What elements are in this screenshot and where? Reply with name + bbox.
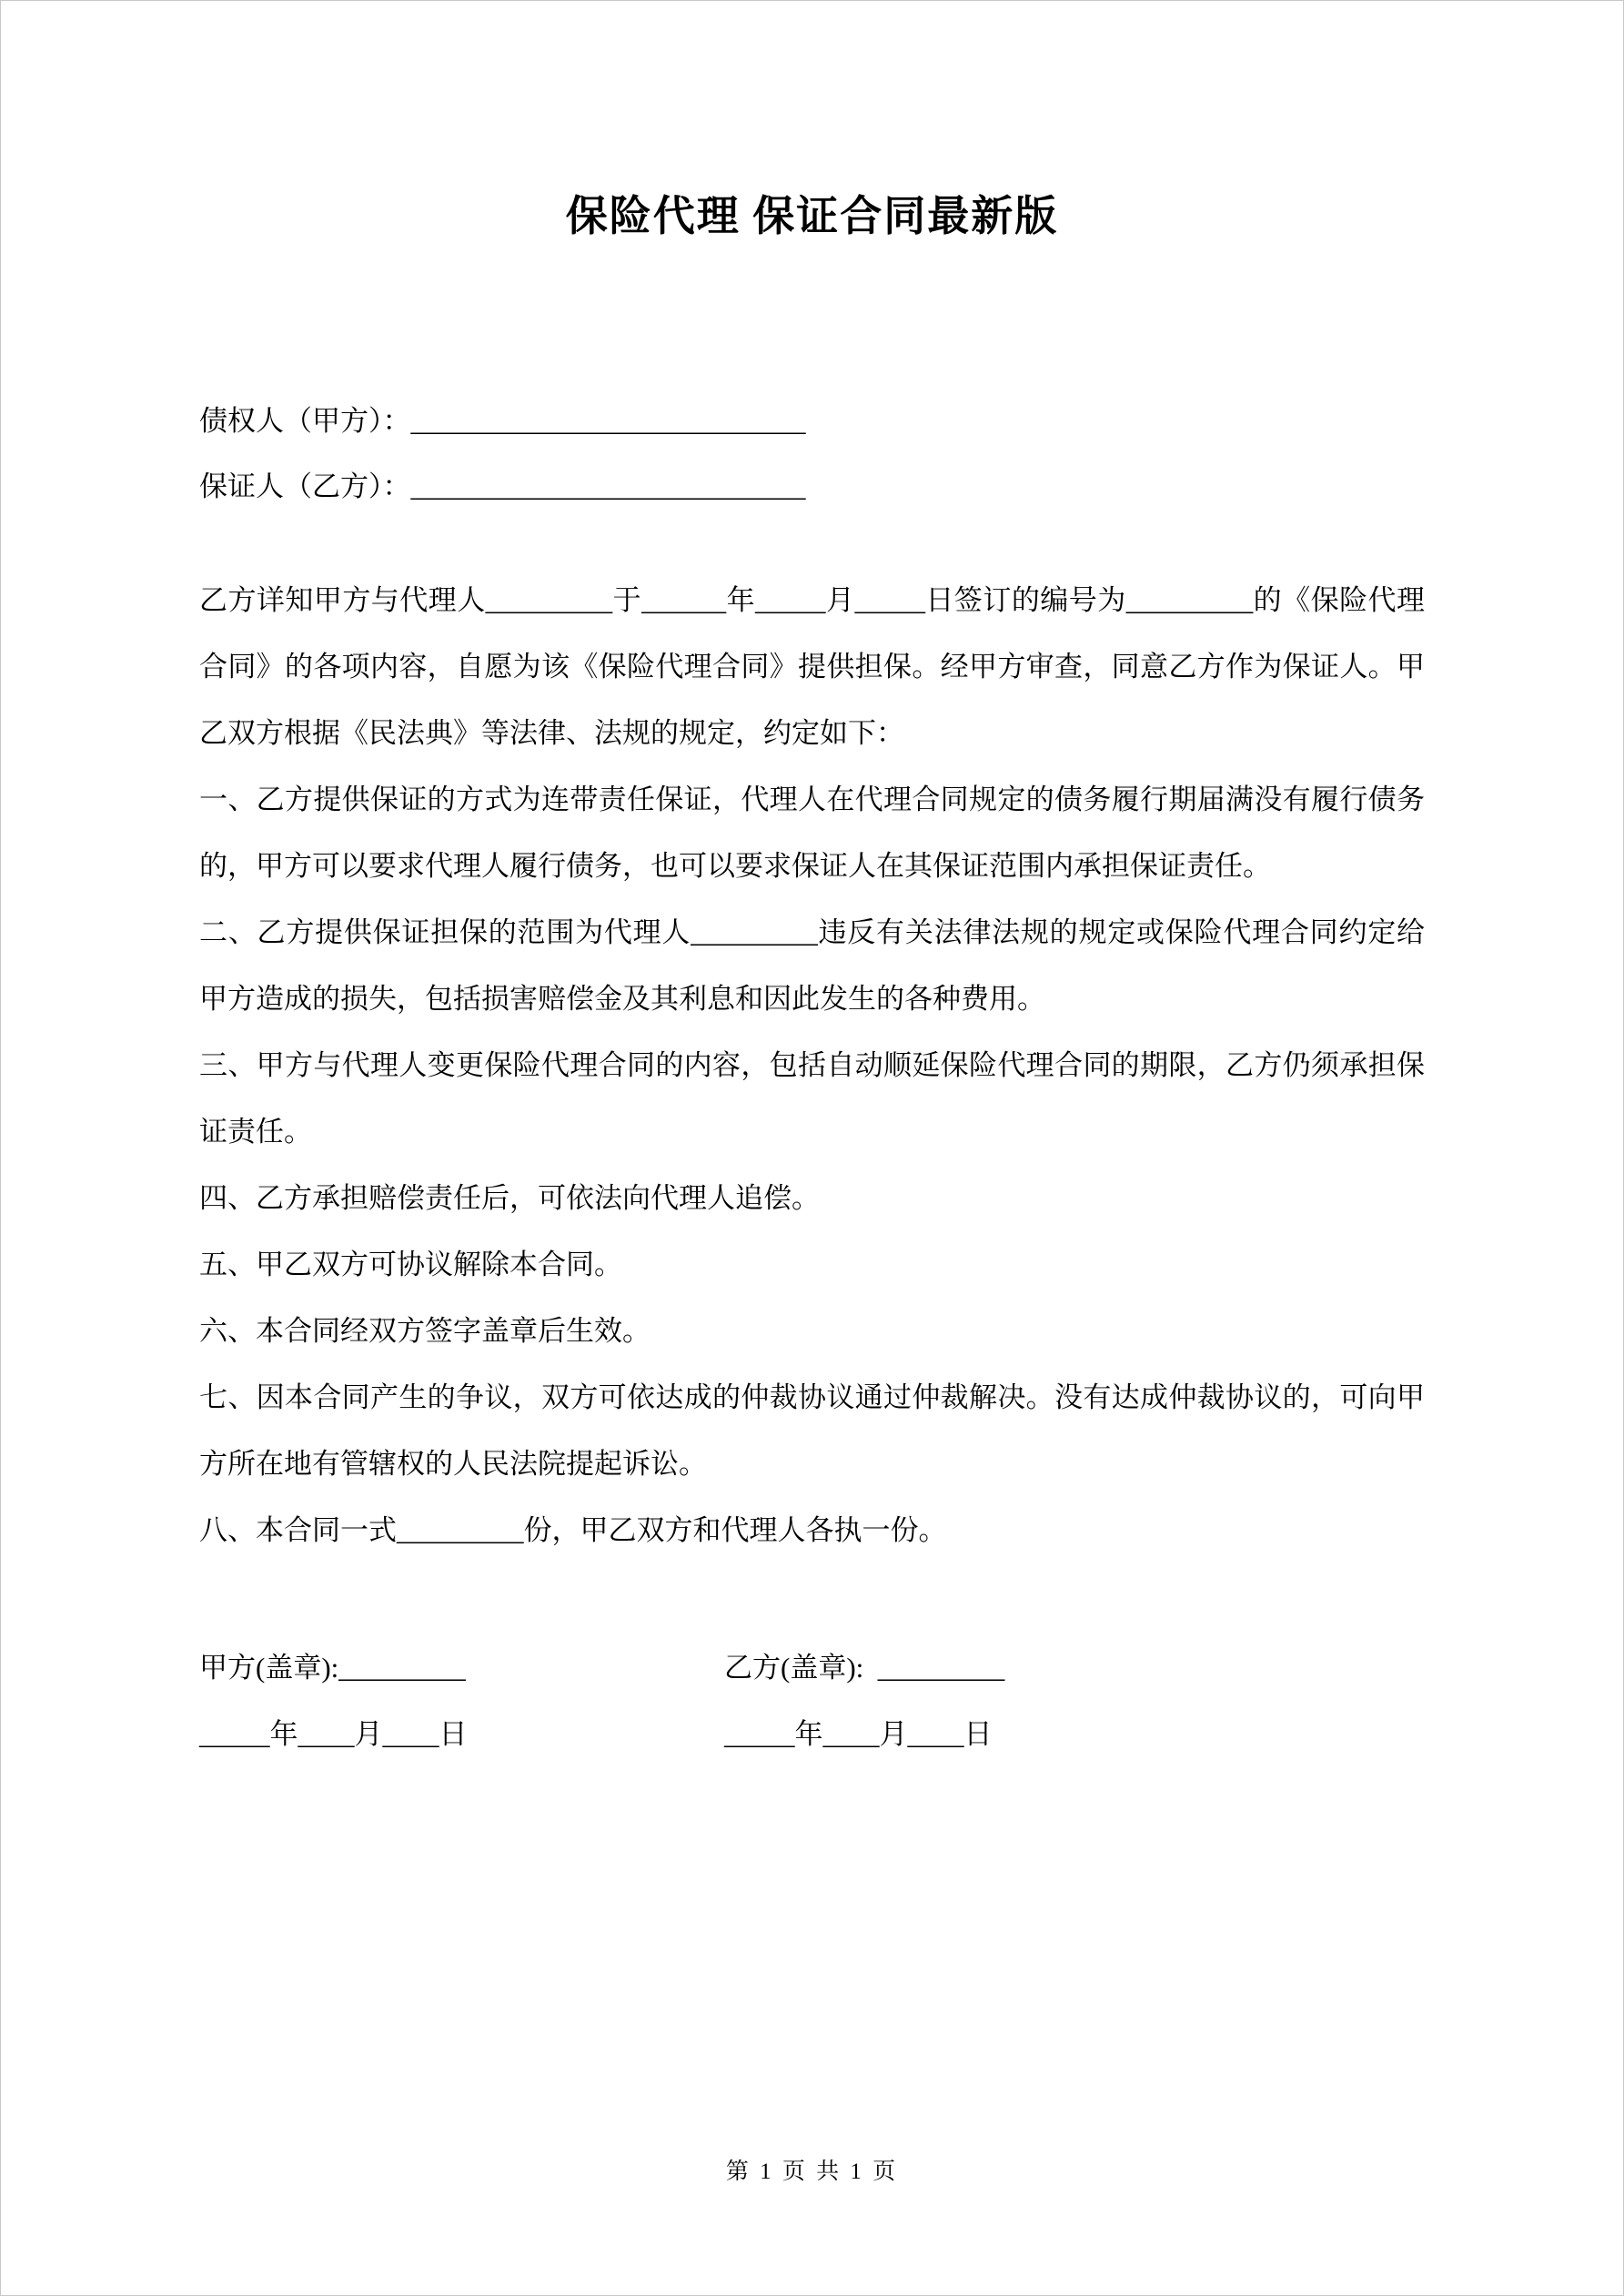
contract-body (199, 567, 1425, 1563)
creditor-blank: ____________________________ (410, 405, 806, 437)
clause-4: 四、乙方承担赔偿责任后，可依法向代理人追偿。 (199, 1182, 820, 1214)
clause-2: 二、乙方提供保证担保的范围为代理人_________违反有关法律法规的规定或保险代理合同约定给甲方造成的损失，包括损害赔偿金及其利息和因此发生的各种费用。 (199, 916, 1425, 1015)
intro-paragraph: 乙方详知甲方与代理人_________于______年_____月_____日签订的编号为_________的《保险代理合同》的各项内容，自愿为该《保险代理合同》提供担保。经甲方审查，同意乙方作为保证人。甲乙双方根据《民法典》等法律、法规的规定，约定如下： (199, 584, 1425, 749)
clause-3: 三、甲方与代理人变更保险代理合同的内容，包括自动顺延保险代理合同的期限，乙方仍须承担保证责任。 (199, 1049, 1425, 1148)
party-fields (199, 389, 1425, 520)
clause-1: 一、乙方提供保证的方式为连带责任保证，代理人在代理合同规定的债务履行期届满没有履行债务的，甲方可以要求代理人履行债务，也可以要求保证人在其保证范围内承担保证责任。 (199, 784, 1425, 882)
party-b-seal-line: 乙方(盖章): _________ (724, 1652, 1005, 1684)
document-title: 保险代理 保证合同最新版 (565, 193, 1059, 239)
guarantor-field-line (199, 454, 1425, 520)
clause-7: 七、因本合同产生的争议，双方可依达成的仲裁协议通过仲裁解决。没有达成仲裁协议的，可向甲方所在地有管辖权的人民法院提起诉讼。 (199, 1381, 1425, 1480)
party-b-signature-column (724, 1634, 1004, 1767)
signature-block (199, 1634, 1425, 1767)
clause-5: 五、甲乙双方可协议解除本合同。 (199, 1249, 622, 1280)
creditor-label: 债权人（甲方）： (199, 405, 411, 437)
document-content (1, 1, 1623, 1767)
page-footer: 第 1 页 共 1 页 (725, 2159, 899, 2184)
party-a-signature-column (199, 1634, 724, 1767)
clause-8: 八、本合同一式_________份，甲乙双方和代理人各执一份。 (199, 1514, 947, 1546)
guarantor-blank: ____________________________ (410, 470, 806, 502)
creditor-field-line (199, 389, 1425, 454)
party-b-date-line: _____年____月____日 (724, 1718, 993, 1750)
guarantor-label: 保证人（乙方）： (199, 470, 411, 502)
party-a-seal-line: 甲方(盖章):_________ (199, 1652, 466, 1684)
party-a-date-line: _____年____月____日 (199, 1718, 468, 1750)
clause-6: 六、本合同经双方签字盖章后生效。 (199, 1315, 651, 1347)
